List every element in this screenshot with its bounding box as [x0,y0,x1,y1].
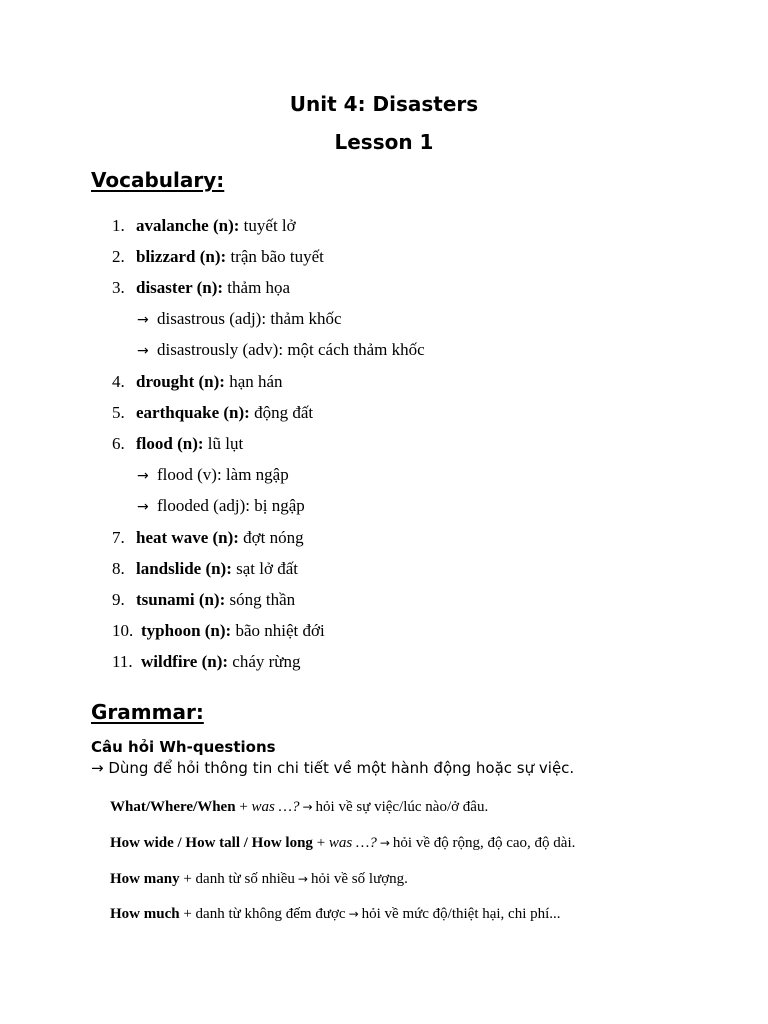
arrow-icon: → [137,499,149,515]
vocab-term: wildfire (n): [141,652,229,671]
arrow-icon: → [137,468,149,484]
vocab-term: typhoon (n): [141,621,232,640]
vocab-meaning: trận bão tuyết [230,247,324,266]
arrow-icon: → [379,836,390,850]
vocab-term: tsunami (n): [136,590,226,609]
vocab-term: heat wave (n): [136,528,239,547]
list-item: 2. blizzard (n): trận bão tuyết [112,247,324,266]
page-title: Unit 4: Disasters [289,92,479,116]
arrow-icon: → [137,312,149,328]
list-item: 11. wildfire (n): cháy rừng [112,652,301,671]
vocab-meaning: cháy rừng [232,652,301,671]
grammar-rule: What/Where/When + was …? → hỏi về sự việc/lúc nào/ở đâu. [110,799,489,815]
grammar-description: → Dùng để hỏi thông tin chi tiết về một hành động hoặc sự việc. [91,759,575,777]
grammar-subtitle: Câu hỏi Wh-questions [91,738,276,756]
lesson-title: Lesson 1 [334,130,434,154]
vocab-meaning: tuyết lở [243,216,296,235]
vocab-meaning: bão nhiệt đới [235,621,325,640]
vocab-meaning: sạt lở đất [236,559,299,578]
arrow-icon: → [297,872,308,886]
vocab-meaning: sóng thần [229,590,296,609]
list-item: 8. landslide (n): sạt lở đất [112,559,299,578]
vocab-term: blizzard (n): [136,247,227,266]
derivative-item: → disastrously (adv): một cách thảm khốc [137,340,425,359]
grammar-rule: How much + danh từ không đếm được → hỏi về mức độ/thiệt hại, chi phí... [110,906,561,922]
arrow-icon: → [302,800,313,814]
list-item: 6. flood (n): lũ lụt [112,434,244,453]
vocab-term: disaster (n): [136,278,224,297]
grammar-rule: How wide / How tall / How long + was …? → hỏi về độ rộng, độ cao, độ dài. [110,835,576,851]
list-item: 4. drought (n): hạn hán [112,372,283,391]
list-item: 7. heat wave (n): đợt nóng [112,528,304,547]
arrow-icon: → [137,343,149,359]
derivative-item: → flood (v): làm ngập [137,465,289,484]
derivative-item: → disastrous (adj): thảm khốc [137,309,342,328]
list-item: 9. tsunami (n): sóng thần [112,590,296,609]
vocabulary-heading: Vocabulary: [91,168,225,192]
vocab-term: flood (n): [136,434,204,453]
grammar-heading: Grammar: [91,700,204,724]
list-item: 5. earthquake (n): động đất [112,403,314,422]
vocab-meaning: động đất [254,403,314,422]
list-item: 1. avalanche (n): tuyết lở [112,216,296,235]
vocab-meaning: hạn hán [229,372,283,391]
grammar-rule: How many + danh từ số nhiều → hỏi về số lượng. [110,871,408,887]
vocab-term: drought (n): [136,372,225,391]
list-item: 10. typhoon (n): bão nhiệt đới [112,621,325,640]
derivative-item: → flooded (adj): bị ngập [137,496,305,515]
list-item: 3. disaster (n): thảm họa [112,278,291,297]
vocab-meaning: đợt nóng [243,528,304,547]
vocab-meaning: thảm họa [227,278,291,297]
vocab-term: landslide (n): [136,559,232,578]
vocab-term: avalanche (n): [136,216,240,235]
vocab-meaning: lũ lụt [207,434,244,453]
vocab-term: earthquake (n): [136,403,250,422]
arrow-icon: → [348,907,359,921]
